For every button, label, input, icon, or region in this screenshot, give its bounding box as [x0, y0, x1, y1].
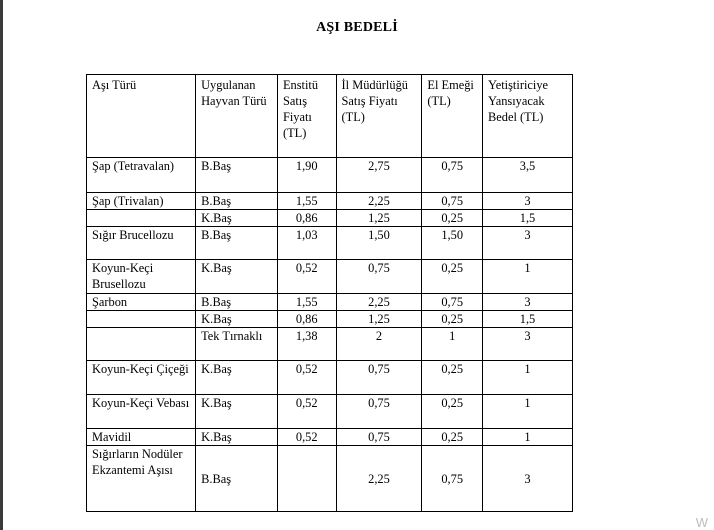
cell-farmer-cost: 1,5 — [483, 210, 573, 227]
cell-institute-price: 0,52 — [277, 429, 336, 446]
cell-directorate-price: 1,50 — [336, 227, 422, 260]
cell-institute-price — [277, 446, 336, 512]
cell-vaccine: Koyun-Keçi Brusellozu — [87, 260, 196, 294]
cell-labor-cost: 0,25 — [422, 311, 483, 328]
watermark: W — [695, 515, 708, 530]
cell-directorate-price: 2 — [336, 328, 422, 361]
table-row — [87, 311, 573, 328]
cell-directorate-price: 1,25 — [336, 210, 422, 227]
table-row — [87, 227, 573, 260]
cell-labor-cost: 0,25 — [422, 260, 483, 294]
cell-farmer-cost: 3 — [483, 294, 573, 311]
window-edge — [0, 0, 3, 530]
cell-vaccine: Şap (Tetravalan) — [87, 158, 196, 193]
cell-farmer-cost: 3 — [483, 227, 573, 260]
table-header-row — [87, 75, 573, 158]
cell-vaccine — [87, 311, 196, 328]
table-row — [87, 429, 573, 446]
cell-farmer-cost: 3 — [483, 328, 573, 361]
cell-institute-price: 0,86 — [277, 210, 336, 227]
cell-institute-price: 1,03 — [277, 227, 336, 260]
cell-animal: B.Baş — [196, 446, 278, 512]
cell-labor-cost: 1,50 — [422, 227, 483, 260]
table-row — [87, 158, 573, 193]
header-institute-price: Enstitü Satış Fiyatı (TL) — [277, 75, 336, 158]
cell-animal: K.Baş — [196, 395, 278, 429]
cell-labor-cost: 0,25 — [422, 429, 483, 446]
cell-farmer-cost: 3 — [483, 446, 573, 512]
cell-vaccine: Sığır Brucellozu — [87, 227, 196, 260]
cell-institute-price: 0,52 — [277, 361, 336, 395]
header-labor-cost: El Emeği (TL) — [422, 75, 483, 158]
table-row — [87, 446, 573, 512]
cell-vaccine: Mavidil — [87, 429, 196, 446]
cell-vaccine — [87, 210, 196, 227]
table-row — [87, 210, 573, 227]
cell-vaccine: Şap (Trivalan) — [87, 193, 196, 210]
cell-animal: B.Baş — [196, 227, 278, 260]
cell-labor-cost: 0,75 — [422, 158, 483, 193]
cell-labor-cost: 0,75 — [422, 193, 483, 210]
cell-institute-price: 1,90 — [277, 158, 336, 193]
cell-farmer-cost: 1,5 — [483, 311, 573, 328]
header-farmer-cost: Yetiştiriciye Yansıyacak Bedel (TL) — [483, 75, 573, 158]
table-row — [87, 395, 573, 429]
cell-directorate-price: 2,75 — [336, 158, 422, 193]
cell-directorate-price: 1,25 — [336, 311, 422, 328]
cell-animal: K.Baş — [196, 361, 278, 395]
cell-directorate-price: 2,25 — [336, 294, 422, 311]
cell-animal: Tek Tırnaklı — [196, 328, 278, 361]
cell-labor-cost: 1 — [422, 328, 483, 361]
cell-farmer-cost: 3,5 — [483, 158, 573, 193]
cell-animal: K.Baş — [196, 210, 278, 227]
cell-labor-cost: 0,25 — [422, 361, 483, 395]
cell-farmer-cost: 1 — [483, 361, 573, 395]
cell-directorate-price: 0,75 — [336, 429, 422, 446]
cell-vaccine: Şarbon — [87, 294, 196, 311]
cell-animal: B.Baş — [196, 193, 278, 210]
cell-farmer-cost: 1 — [483, 260, 573, 294]
cell-labor-cost: 0,25 — [422, 395, 483, 429]
table-row — [87, 361, 573, 395]
cell-institute-price: 1,55 — [277, 193, 336, 210]
cell-animal: B.Baş — [196, 158, 278, 193]
header-vaccine-type: Aşı Türü — [87, 75, 196, 158]
page-title: AŞI BEDELİ — [316, 20, 398, 35]
table-row — [87, 260, 573, 294]
cell-farmer-cost: 3 — [483, 193, 573, 210]
cell-directorate-price: 0,75 — [336, 260, 422, 294]
cell-labor-cost: 0,75 — [422, 446, 483, 512]
cell-vaccine: Sığırların Nodüler Ekzantemi Aşısı — [87, 446, 196, 512]
table-row — [87, 328, 573, 361]
cell-institute-price: 1,38 — [277, 328, 336, 361]
cell-animal: K.Baş — [196, 311, 278, 328]
vaccine-price-table — [86, 74, 573, 512]
cell-institute-price: 0,86 — [277, 311, 336, 328]
cell-animal: B.Baş — [196, 294, 278, 311]
cell-vaccine: Koyun-Keçi Vebası — [87, 395, 196, 429]
cell-labor-cost: 0,75 — [422, 294, 483, 311]
cell-directorate-price: 0,75 — [336, 361, 422, 395]
cell-farmer-cost: 1 — [483, 395, 573, 429]
table-row — [87, 294, 573, 311]
cell-vaccine: Koyun-Keçi Çiçeği — [87, 361, 196, 395]
table-row — [87, 193, 573, 210]
cell-directorate-price: 2,25 — [336, 193, 422, 210]
cell-directorate-price: 2,25 — [336, 446, 422, 512]
cell-labor-cost: 0,25 — [422, 210, 483, 227]
cell-institute-price: 1,55 — [277, 294, 336, 311]
cell-institute-price: 0,52 — [277, 260, 336, 294]
cell-animal: K.Baş — [196, 429, 278, 446]
cell-vaccine — [87, 328, 196, 361]
header-directorate-price: İl Müdürlüğü Satış Fiyatı (TL) — [336, 75, 422, 158]
cell-animal: K.Baş — [196, 260, 278, 294]
cell-directorate-price: 0,75 — [336, 395, 422, 429]
cell-farmer-cost: 1 — [483, 429, 573, 446]
header-animal-type: Uygulanan Hayvan Türü — [196, 75, 278, 158]
cell-institute-price: 0,52 — [277, 395, 336, 429]
